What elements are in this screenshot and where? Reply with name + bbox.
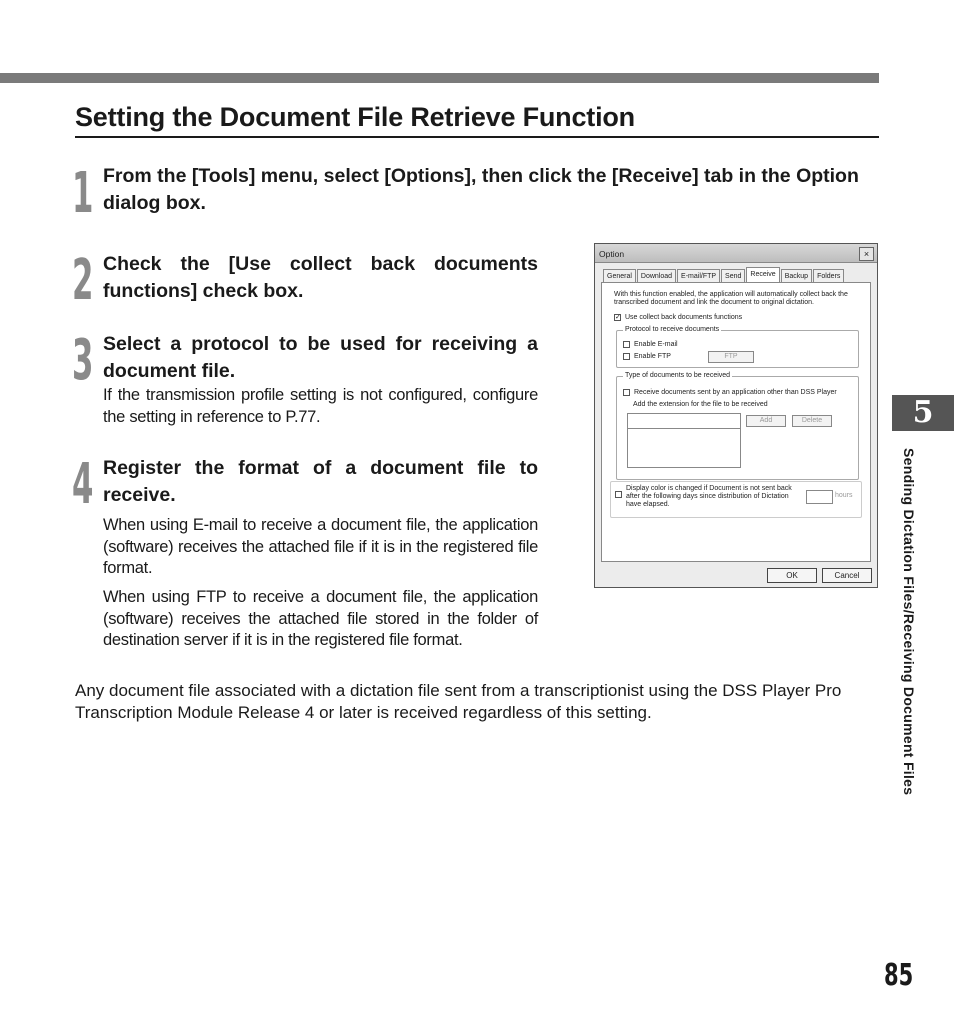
tab-backup[interactable]: Backup — [781, 269, 812, 282]
ftp-button[interactable]: FTP — [708, 351, 754, 363]
receive-tab-panel — [601, 282, 871, 562]
step-number-1: 1 — [72, 161, 94, 226]
enable-ftp-label: Enable FTP — [634, 353, 671, 360]
display-color-group — [610, 481, 862, 518]
protocol-group-label: Protocol to receive documents — [625, 326, 720, 333]
tab-folders[interactable]: Folders — [813, 269, 844, 282]
display-color-checkbox[interactable] — [615, 491, 622, 498]
section-side-label: Sending Dictation Files/Receiving Document Files — [901, 448, 917, 796]
delete-button[interactable]: Delete — [792, 415, 832, 427]
document-type-group-label: Type of documents to be received — [625, 372, 731, 379]
title-underline — [75, 136, 879, 138]
protocol-group — [616, 326, 859, 368]
enable-email-label: Enable E-mail — [634, 341, 678, 348]
step-4-ftp-paragraph: When using FTP to receive a document file, the application (software) receives the attached file stored in the folder of destination server if it is in the registered file format. — [103, 588, 538, 649]
close-icon[interactable]: × — [859, 247, 874, 261]
dialog-tabs — [603, 269, 845, 282]
other-app-checkbox[interactable] — [623, 389, 630, 396]
step-number-3: 3 — [72, 328, 94, 393]
dialog-titlebar — [595, 244, 877, 263]
tab-send[interactable]: Send — [721, 269, 745, 282]
add-button[interactable]: Add — [746, 415, 786, 427]
hours-input[interactable] — [806, 490, 833, 504]
extension-input[interactable] — [627, 413, 741, 429]
hours-unit: hours — [835, 492, 853, 499]
step-4-email-paragraph: When using E-mail to receive a document file, the application (software) receives the attached file if it is in the registered file format. — [103, 516, 538, 577]
enable-email-checkbox[interactable] — [623, 341, 630, 348]
step-number-4: 4 — [72, 452, 94, 517]
document-type-group — [616, 372, 859, 480]
dialog-title: Option — [599, 249, 625, 259]
step-4-text: Register the format of a document file to receive. — [103, 457, 538, 506]
chapter-tab: 5 — [892, 395, 954, 431]
step-3-note: If the transmission profile setting is not configured, configure the setting in reference to P.77. — [103, 386, 538, 426]
top-rule-bar — [0, 73, 879, 83]
tab-download[interactable]: Download — [637, 269, 676, 282]
other-app-label: Receive documents sent by an application other than DSS Player — [634, 389, 837, 396]
step-3-text: Select a protocol to be used for receiving a document file. — [103, 333, 538, 382]
display-color-label: Display color is changed if Document is not sent back after the following days since distribution of Dictation have elapsed. — [626, 485, 792, 508]
cancel-button[interactable]: Cancel — [822, 568, 872, 583]
step-number-2: 2 — [72, 248, 94, 313]
tab-general[interactable]: General — [603, 269, 636, 282]
page-title: Setting the Document File Retrieve Function — [75, 102, 635, 132]
enable-ftp-checkbox[interactable] — [623, 353, 630, 360]
dialog-description: With this function enabled, the application will automatically collect back the transcribed document and link the document to original dictation. — [614, 291, 848, 306]
ok-button[interactable]: OK — [767, 568, 817, 583]
tab-email-ftp[interactable]: E-mail/FTP — [677, 269, 720, 282]
option-dialog — [594, 243, 878, 588]
step-2-text: Check the [Use collect back documents functions] check box. — [103, 253, 538, 302]
page-number: 85 — [884, 958, 914, 993]
extension-list[interactable] — [627, 428, 741, 468]
tab-receive[interactable]: Receive — [746, 267, 779, 282]
use-collect-label: Use collect back documents functions — [625, 314, 743, 321]
footer-note: Any document file associated with a dictation file sent from a transcriptionist using the DSS Player Pro Transcription Module Release 4 or later is received regardless of this setting. — [75, 681, 842, 722]
add-extension-label: Add the extension for the file to be received — [633, 401, 768, 408]
step-1-text: From the [Tools] menu, select [Options], then click the [Receive] tab in the Option dialog box. — [103, 165, 859, 214]
use-collect-checkbox[interactable]: ✓ — [615, 314, 621, 321]
